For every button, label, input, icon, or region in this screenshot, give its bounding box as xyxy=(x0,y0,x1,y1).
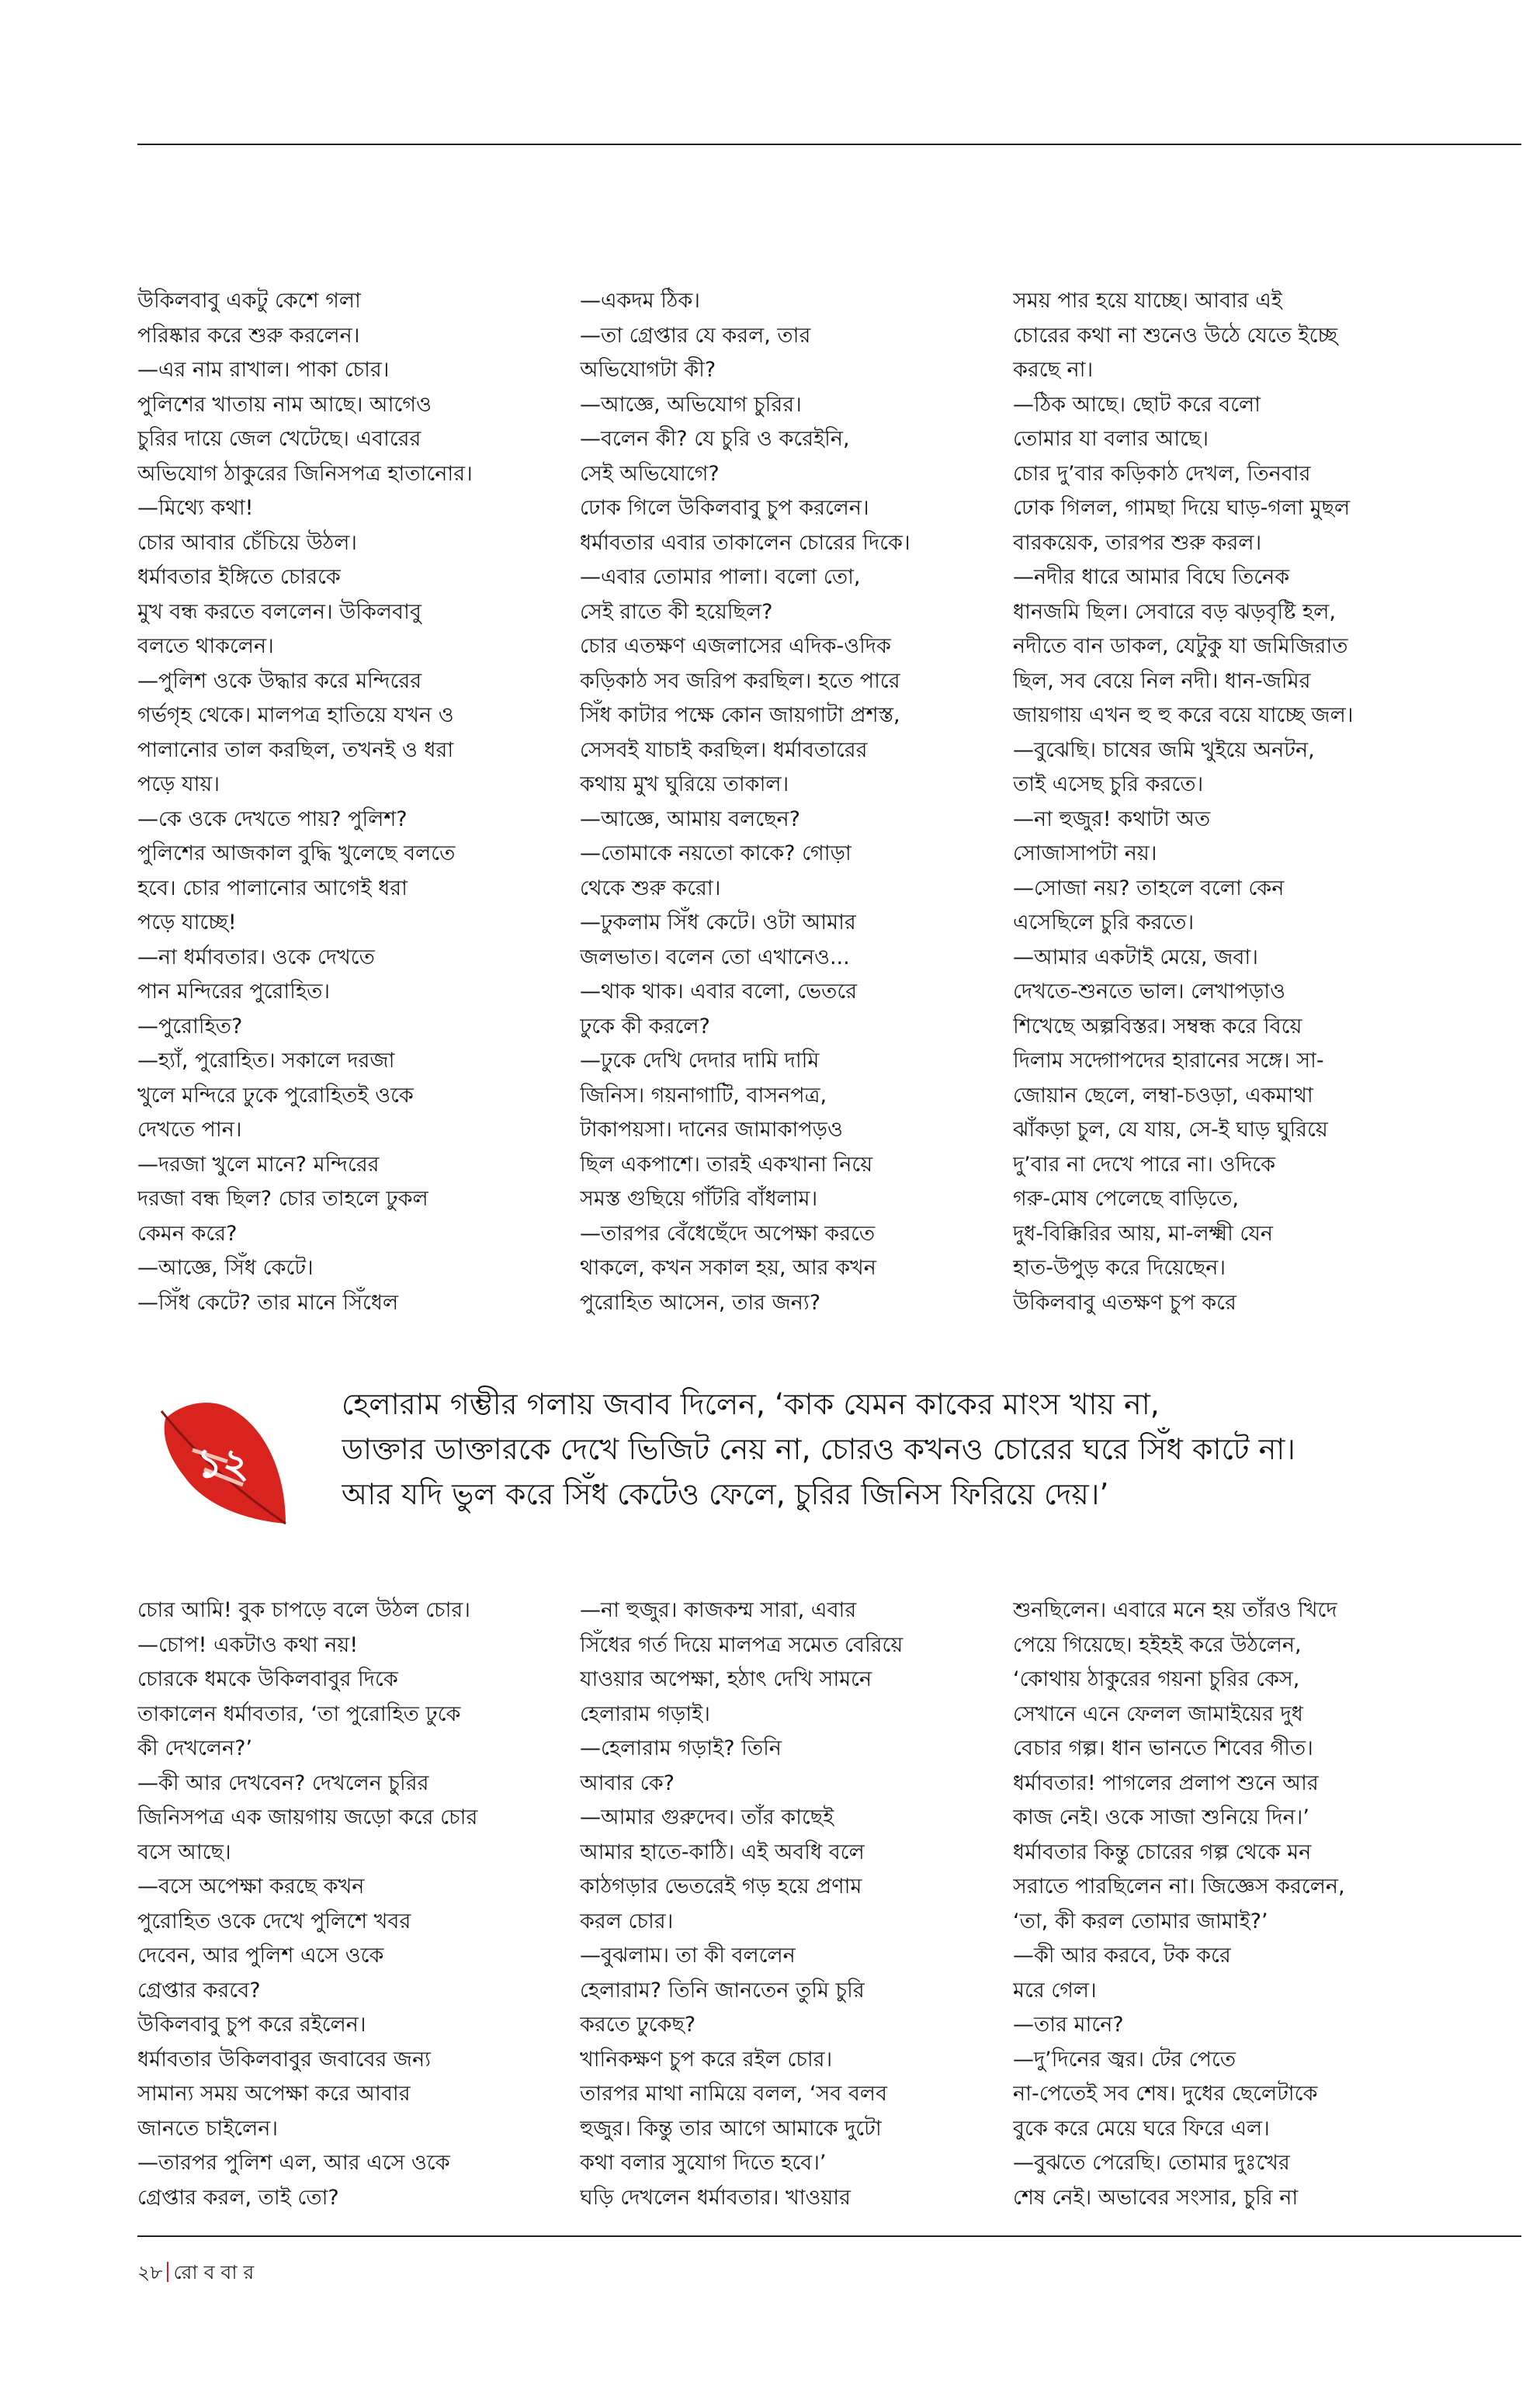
text-line: ধর্মাবতার! পাগলের প্রলাপ শুনে আর xyxy=(1013,1770,1319,1795)
article-column-2 xyxy=(580,284,999,1320)
text-line: হেলারাম গড়াই। xyxy=(580,1701,710,1726)
text-line: পালানোর তাল করছিল, তখনই ও ধরা xyxy=(137,737,454,762)
text-line: —কী আর দেখবেন? দেখলেন চুরির xyxy=(137,1770,429,1795)
text-line: —আজ্ঞে, সিঁধ কেটে। xyxy=(137,1256,314,1280)
text-line: চুরির দায়ে জেল খেটেছে। এবারের xyxy=(137,427,421,451)
text-line: বসে আছে। xyxy=(137,1840,231,1864)
text-line: থেকে শুরু করো। xyxy=(580,876,721,900)
text-line: —এবার তোমার পালা। বলো তো, xyxy=(580,565,861,589)
text-line: চোর আমি! বুক চাপড়ে বলে উঠল চোর। xyxy=(137,1598,470,1622)
text-line: জিনিস। গয়নাগাটি, বাসনপত্র, xyxy=(580,1083,827,1108)
text-line: সামান্য সময় অপেক্ষা করে আবার xyxy=(137,2082,411,2106)
text-line: —না হুজুর! কথাটা অত xyxy=(1013,806,1211,831)
text-line: —চোপ! একটাও কথা নয়! xyxy=(137,1632,359,1657)
article-column-3 xyxy=(1013,284,1432,1320)
text-line: পরিষ্কার করে শুরু করলেন। xyxy=(137,323,360,348)
text-line: পড়ে যায়। xyxy=(137,772,220,796)
text-line: কাঠগড়ার ভেতরেই গড় হয়ে প্রণাম xyxy=(580,1875,862,1899)
text-line: ঢুকে কী করলে? xyxy=(580,1014,710,1039)
text-line: কড়িকাঠ সব জরিপ করছিল। হতে পারে xyxy=(580,668,900,693)
text-line: —বুঝেছি। চাষের জমি খুইয়ে অনটন, xyxy=(1013,737,1315,762)
text-line: করছে না। xyxy=(1013,358,1094,382)
bottom-rule xyxy=(137,2235,1521,2237)
text-line: —তার মানে? xyxy=(1013,2013,1124,2037)
text-line: —আমার গুরুদেব। তাঁর কাছেই xyxy=(580,1805,834,1829)
text-line: পান মন্দিরের পুরোহিত। xyxy=(137,980,331,1004)
text-line: চোরকে ধমকে উকিলবাবুর দিকে xyxy=(137,1667,398,1691)
text-line: —দরজা খুলে মানে? মন্দিরের xyxy=(137,1152,380,1177)
text-line: মরে গেল। xyxy=(1013,1978,1097,2003)
text-line: পুলিশের খাতায় নাম আছে। আগেও xyxy=(137,392,432,417)
text-line: —বুঝলাম। তা কী বললেন xyxy=(580,1944,796,1968)
text-line: —তা গ্রেপ্তার যে করল, তার xyxy=(580,323,811,348)
text-line: শেষ নেই। অভাবের সংসার, চুরি না xyxy=(1013,2185,1299,2210)
text-line: সিঁধের গর্ত দিয়ে মালপত্র সমেত বেরিয়ে xyxy=(580,1632,904,1657)
text-line: আর যদি ভুল করে সিঁধ কেটেও ফেলে, চুরির জিনিস ফিরিয়ে দেয়।’ xyxy=(342,1477,1109,1511)
text-line: কী দেখলেন?’ xyxy=(137,1736,253,1760)
text-line: হেলারাম গম্ভীর গলায় জবাব দিলেন, ‘কাক যেমন কাকের মাংস খায় না, xyxy=(342,1387,1160,1421)
text-line: দু’বার না দেখে পারে না। ওদিকে xyxy=(1013,1152,1276,1177)
text-line: সেই অভিযোগে? xyxy=(580,461,720,486)
page-footer xyxy=(137,2257,254,2291)
text-line: —বলেন কী? যে চুরি ও করেইনি, xyxy=(580,427,850,451)
text-line: —সোজা নয়? তাহলে বলো কেন xyxy=(1013,876,1285,900)
text-line: ডাক্তার ডাক্তারকে দেখে ভিজিট নেয় না, চোরও কখনও চোরের ঘরে সিঁধ কাটে না। xyxy=(342,1432,1295,1466)
text-line: জানতে চাইলেন। xyxy=(137,2116,278,2141)
text-line: —সিঁধ কেটে? তার মানে সিঁধেল xyxy=(137,1290,399,1315)
text-line: তাকালেন ধর্মাবতার, ‘তা পুরোহিত ঢুকে xyxy=(137,1701,461,1726)
text-line: তাই এসেছ চুরি করতে। xyxy=(1013,772,1204,796)
text-line: জোয়ান ছেলে, লম্বা-চওড়া, একমাথা xyxy=(1013,1083,1313,1108)
text-line: সোজাসাপটা নয়। xyxy=(1013,841,1157,865)
pull-quote xyxy=(342,1382,1506,1517)
text-line: —আজ্ঞে, আমায় বলছেন? xyxy=(580,806,800,831)
text-line: অভিযোগ ঠাকুরের জিনিসপত্র হাতানোর। xyxy=(137,461,473,486)
text-line: সেই রাতে কী হয়েছিল? xyxy=(580,599,773,624)
text-line: খানিকক্ষণ চুপ করে রইল চোর। xyxy=(580,2047,833,2072)
text-line: —বসে অপেক্ষা করছে কখন xyxy=(137,1875,365,1899)
text-line: শুনছিলেন। এবারে মনে হয় তাঁরও খিদে xyxy=(1013,1598,1337,1622)
text-line: ধর্মাবতার উকিলবাবুর জবাবের জন্য xyxy=(137,2047,432,2072)
text-line: —তোমাকে নয়তো কাকে? গোড়া xyxy=(580,841,852,865)
text-line: ধানজমি ছিল। সেবারে বড় ঝড়বৃষ্টি হল, xyxy=(1013,599,1336,624)
text-line: —কী আর করবে, টক করে xyxy=(1013,1944,1231,1968)
text-line: —না হুজুর। কাজকম্ম সারা, এবার xyxy=(580,1598,857,1622)
text-line: —তারপর বেঁধেছেঁদে অপেক্ষা করতে xyxy=(580,1221,876,1246)
text-line: আবার কে? xyxy=(580,1770,675,1795)
text-line: পেয়ে গিয়েছে। হইহই করে উঠলেন, xyxy=(1013,1632,1302,1657)
text-line: পড়ে যাচ্ছে! xyxy=(137,910,237,935)
text-line: সময় পার হয়ে যাচ্ছে। আবার এই xyxy=(1013,289,1282,313)
text-line: ধর্মাবতার এবার তাকালেন চোরের দিকে। xyxy=(580,530,910,555)
text-line: সেসবই যাচাই করছিল। ধর্মাবতারের xyxy=(580,737,868,762)
text-line: থাকলে, কখন সকাল হয়, আর কখন xyxy=(580,1256,876,1280)
text-line: করতে ঢুকেছ? xyxy=(580,2013,696,2037)
article-column-4 xyxy=(137,1594,557,2215)
text-line: এসেছিলে চুরি করতে। xyxy=(1013,910,1195,935)
text-line: চোর আবার চেঁচিয়ে উঠল। xyxy=(137,530,357,555)
text-line: কথা বলার সুযোগ দিতে হবে।’ xyxy=(580,2151,827,2175)
text-line: গর্ভগৃহ থেকে। মালপত্র হাতিয়ে যখন ও xyxy=(137,703,454,727)
text-line: —না ধর্মাবতার। ওকে দেখতে xyxy=(137,945,375,969)
text-line: খুলে মন্দিরে ঢুকে পুরোহিতই ওকে xyxy=(137,1083,414,1108)
text-line: দিলাম সদ্গোপদের হারানের সঙ্গে। সা- xyxy=(1013,1049,1324,1073)
text-line: ধর্মাবতার ইঙ্গিতে চোরকে xyxy=(137,565,341,589)
text-line: দেবেন, আর পুলিশ এসে ওকে xyxy=(137,1944,384,1968)
text-line: আমার হাতে-কাঠি। এই অবধি বলে xyxy=(580,1840,865,1864)
text-line: দরজা বন্ধ ছিল? চোর তাহলে ঢুকল xyxy=(137,1187,428,1211)
leaf-logo-icon xyxy=(150,1388,293,1535)
text-line: ছিল একপাশে। তারই একখানা নিয়ে xyxy=(580,1152,873,1177)
text-line: জলভাত। বলেন তো এখানেও... xyxy=(580,945,850,969)
text-line: —দু’দিনের জ্বর। টের পেতে xyxy=(1013,2047,1237,2072)
text-line: দেখতে পান। xyxy=(137,1118,242,1142)
footer-separator xyxy=(167,2262,168,2282)
text-line: মুখ বন্ধ করতে বললেন। উকিলবাবু xyxy=(137,599,421,624)
text-line: হেলারাম? তিনি জানতেন তুমি চুরি xyxy=(580,1978,865,2003)
text-line: গ্রেপ্তার করবে? xyxy=(137,1978,261,2003)
text-line: গ্রেপ্তার করল, তাই তো? xyxy=(137,2185,339,2210)
text-line: দেখতে-শুনতে ভাল। লেখাপড়াও xyxy=(1013,980,1286,1004)
text-line: ছিল, সব বেয়ে নিল নদী। ধান-জমির xyxy=(1013,668,1311,693)
text-line: —ঢুকলাম সিঁধ কেটে। ওটা আমার xyxy=(580,910,856,935)
text-line: বারকয়েক, তারপর শুরু করল। xyxy=(1013,530,1262,555)
text-line: —আজ্ঞে, অভিযোগ চুরির। xyxy=(580,392,802,417)
text-line: কেমন করে? xyxy=(137,1221,238,1246)
text-line: —থাক থাক। এবার বলো, ভেতরে xyxy=(580,980,858,1004)
text-line: ‘তা, কী করল তোমার জামাই?’ xyxy=(1013,1909,1268,1933)
magazine-name: রো ব বা র xyxy=(173,2261,255,2284)
text-line: হাত-উপুড় করে দিয়েছেন। xyxy=(1013,1256,1226,1280)
text-line: করল চোর। xyxy=(580,1909,674,1933)
text-line: নদীতে বান ডাকল, যেটুকু যা জমিজিরাত xyxy=(1013,634,1348,658)
text-line: চোর এতক্ষণ এজলাসের এদিক-ওদিক xyxy=(580,634,891,658)
article-column-5 xyxy=(580,1594,999,2215)
text-line: —ঢুকে দেখি দেদার দামি দামি xyxy=(580,1049,820,1073)
text-line: —বুঝতে পেরেছি। তোমার দুঃখের xyxy=(1013,2151,1290,2175)
text-line: বুকে করে মেয়ে ঘরে ফিরে এল। xyxy=(1013,2116,1270,2141)
text-line: —পুলিশ ওকে উদ্ধার করে মন্দিরের xyxy=(137,668,422,693)
text-line: সরাতে পারছিলেন না। জিজ্ঞেস করলেন, xyxy=(1013,1875,1345,1899)
text-line: —একদম ঠিক। xyxy=(580,289,700,313)
page-number: ২৮ xyxy=(137,2261,163,2284)
text-line: জিনিসপত্র এক জায়গায় জড়ো করে চোর xyxy=(137,1805,478,1829)
text-line: ধর্মাবতার কিন্তু চোরের গল্প থেকে মন xyxy=(1013,1840,1312,1864)
text-line: গরু-মোষ পেলেছে বাড়িতে, xyxy=(1013,1187,1239,1211)
top-rule xyxy=(137,144,1521,145)
text-line: বেচার গল্প। ধান ভানতে শিবের গীত। xyxy=(1013,1736,1313,1760)
text-line: তোমার যা বলার আছে। xyxy=(1013,427,1209,451)
text-line: —আমার একটাই মেয়ে, জবা। xyxy=(1013,945,1258,969)
text-line: —নদীর ধারে আমার বিঘে তিনেক xyxy=(1013,565,1290,589)
article-column-1 xyxy=(137,284,557,1320)
text-line: ঢোক গিলল, গামছা দিয়ে ঘাড়-গলা মুছল xyxy=(1013,496,1351,520)
text-line: ‘কোথায় ঠাকুরের গয়না চুরির কেস, xyxy=(1013,1667,1300,1691)
text-line: দুধ-বিক্কিরির আয়, মা-লক্ষ্মী যেন xyxy=(1013,1221,1274,1246)
text-line: ঘড়ি দেখলেন ধর্মাবতার। খাওয়ার xyxy=(580,2185,851,2210)
leaf-logo-glyph: ১২ xyxy=(196,1441,249,1487)
text-line: —ঠিক আছে। ছোট করে বলো xyxy=(1013,392,1261,417)
article-column-6 xyxy=(1013,1594,1432,2215)
text-line: —এর নাম রাখাল। পাকা চোর। xyxy=(137,358,390,382)
text-line: কাজ নেই। ওকে সাজা শুনিয়ে দিন।’ xyxy=(1013,1805,1309,1829)
text-line: বলতে থাকলেন। xyxy=(137,634,274,658)
text-line: হুজুর। কিন্তু তার আগে আমাকে দুটো xyxy=(580,2116,882,2141)
text-line: —হ্যাঁ, পুরোহিত। সকালে দরজা xyxy=(137,1049,395,1073)
text-line: কথায় মুখ ঘুরিয়ে তাকাল। xyxy=(580,772,789,796)
text-line: পুরোহিত ওকে দেখে পুলিশে খবর xyxy=(137,1909,411,1933)
text-line: পুলিশের আজকাল বুদ্ধি খুলেছে বলতে xyxy=(137,841,456,865)
text-line: উকিলবাবু একটু কেশে গলা xyxy=(137,289,361,313)
text-line: না-পেতেই সব শেষ। দুধের ছেলেটাকে xyxy=(1013,2082,1318,2106)
text-line: —পুরোহিত? xyxy=(137,1014,243,1039)
text-line: যাওয়ার অপেক্ষা, হঠাৎ দেখি সামনে xyxy=(580,1667,872,1691)
text-line: সমস্ত গুছিয়ে গাঁটরি বাঁধলাম। xyxy=(580,1187,818,1211)
text-line: তারপর মাথা নামিয়ে বলল, ‘সব বলব xyxy=(580,2082,888,2106)
text-line: চোরের কথা না শুনেও উঠে যেতে ইচ্ছে xyxy=(1013,323,1338,348)
text-line: শিখেছে অল্পবিস্তর। সম্বন্ধ করে বিয়ে xyxy=(1013,1014,1302,1039)
text-line: জায়গায় এখন হু হু করে বয়ে যাচ্ছে জল। xyxy=(1013,703,1354,727)
text-line: —কে ওকে দেখতে পায়? পুলিশ? xyxy=(137,806,408,831)
text-line: অভিযোগটা কী? xyxy=(580,358,716,382)
text-line: —মিথ্যে কথা! xyxy=(137,496,254,520)
text-line: ঢোক গিলে উকিলবাবু চুপ করলেন। xyxy=(580,496,869,520)
text-line: সিঁধ কাটার পক্ষে কোন জায়গাটা প্রশস্ত, xyxy=(580,703,900,727)
text-line: —তারপর পুলিশ এল, আর এসে ওকে xyxy=(137,2151,450,2175)
text-line: উকিলবাবু চুপ করে রইলেন। xyxy=(137,2013,366,2037)
text-line: —হেলারাম গড়াই? তিনি xyxy=(580,1736,782,1760)
text-line: ঝাঁকড়া চুল, যে যায়, সে-ই ঘাড় ঘুরিয়ে xyxy=(1013,1118,1328,1142)
text-line: সেখানে এনে ফেলল জামাইয়ের দুধ xyxy=(1013,1701,1303,1726)
text-line: হবে। চোর পালানোর আগেই ধরা xyxy=(137,876,408,900)
text-line: টাকাপয়সা। দানের জামাকাপড়ও xyxy=(580,1118,843,1142)
text-line: পুরোহিত আসেন, তার জন্য? xyxy=(580,1290,821,1315)
text-line: উকিলবাবু এতক্ষণ চুপ করে xyxy=(1013,1290,1237,1315)
text-line: চোর দু’বার কড়িকাঠ দেখল, তিনবার xyxy=(1013,461,1311,486)
